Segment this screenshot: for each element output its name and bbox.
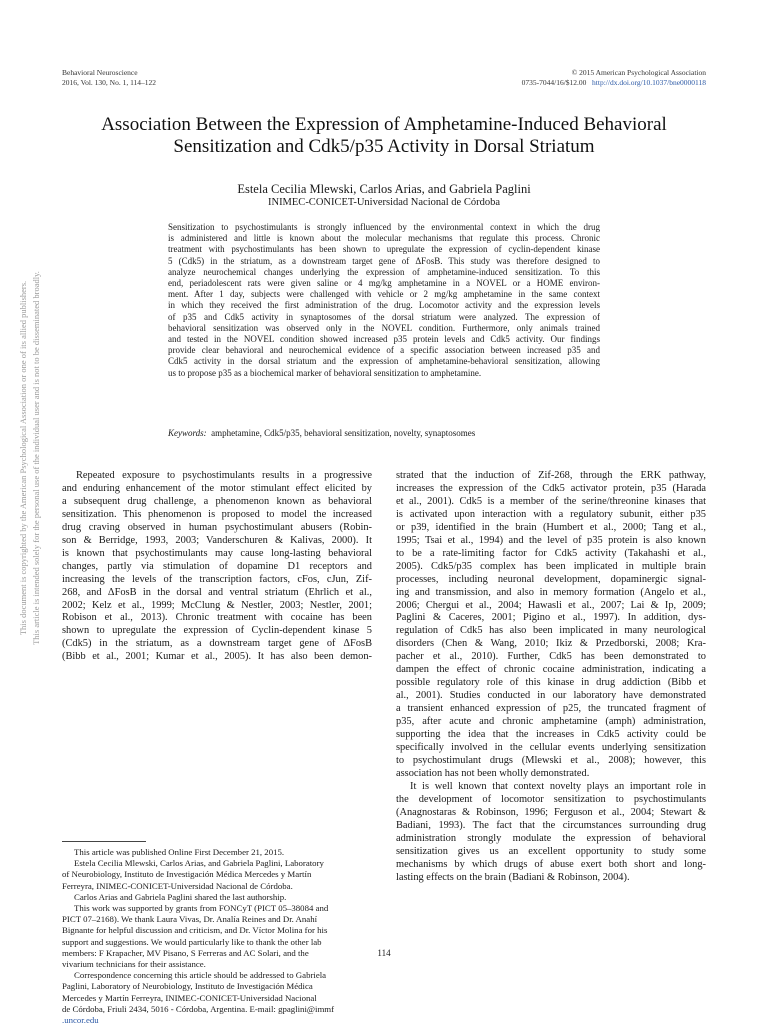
body-line: disorders (Chen & Wang, 2010; Ikiz & Przedborski, 2008; Kra- [396,638,706,650]
footnote-line: of Neurobiology, Instituto de Investigación Médica Mercedes y Martín [62,869,312,880]
body-line: Paglini & Caceres, 2001; Pigino et al., 1997). In addition, dys- [396,612,706,624]
abstract-line: provide clear behavioral and neurochemical evidence of a specific association between increased p35 and [168,345,600,356]
copyright-header [466,68,706,87]
body-line: (Bibb et al., 2001; Kumar et al., 2005). It has also been demon- [62,651,372,663]
body-line: to psychostimulant drugs (Mlewski et al., 2008); however, this [396,754,706,766]
abstract-line: of p35 and Cdk5 activity in synaptosomes of the dorsal striatum were analyzed. The expression of [168,311,600,322]
footnote-line: Correspondence concerning this article should be addressed to Gabriela [74,970,327,981]
abstract-line: 5 (Cdk5) in the striatum, as a downstream target gene of ΔFosB. This study was therefore designed to [168,255,600,266]
footnote-line: This work was supported by grants from FONCyT (PICT 05–38084 and [74,903,329,914]
body-line: al., 2001). Studies conducted in our laboratory have demonstrated [396,690,706,702]
abstract-line: Sensitization to psychostimulants is strongly influenced by the environmental context in which the drug [168,222,600,232]
keywords-label: Keywords: [168,428,207,438]
body-line: changes, partly via stimulation of dopamine D1 receptors and [62,560,372,572]
journal-name: Behavioral Neuroscience [62,68,138,77]
footnote-line: members: F Krapacher, MV Pisano, S Ferreras and AC Solari, and the [62,947,309,958]
body-line: strated that the induction of Zif-268, through the ERK pathway, [396,470,706,481]
footnote-email-continuation[interactable]: .uncor.edu [62,1015,99,1026]
body-line: Robison et al., 2013). Chronic treatment with cocaine has been [62,612,372,624]
title-line-1: Association Between the Expression of Amphetamine-Induced Behavioral [101,114,667,135]
copyright-watermark [17,198,43,718]
body-line: It is well known that context novelty plays an important role in [410,780,706,792]
article-title [40,114,728,158]
footnote-line: Bignante for helpful discussion and criticism, and Dr. Víctor Molina for his [62,925,328,936]
abstract-line: in which they received the first administration of the drug. Locomotor activity and the expression levels [168,300,600,311]
body-line: regulation of Cdk5 has also been implicated in many neurological [396,625,706,637]
footnote-line: support and suggestions. We would particularly like to thank the other lab [62,936,322,947]
body-line: 2005). Cdk5/p35 complex has been implicated in multiple brain [396,560,706,572]
copyright-notice: © 2015 American Psychological Association [571,68,706,77]
abstract [168,222,600,379]
footnote-divider [62,841,146,842]
journal-volume: 2016, Vol. 130, No. 1, 114–122 [62,77,157,87]
abstract-line: analyze neurochemical changes underlying the expression of amphetamine-induced sensitization. To this [168,266,600,277]
body-line: Badiani, 1993). The fact that the circumstances surrounding drug [396,819,706,831]
footnote-line: Mercedes y Martín Ferreyra, INIMEC-CONICET-Universidad Nacional [62,992,317,1003]
body-line: increasing the levels of the transcription factors, cFos, cJun, Zif- [62,573,372,585]
body-line: 268, and ΔFosB in the dorsal and ventral striatum (Ehrlich et al., [62,586,372,598]
issn-doi [466,78,706,88]
body-line: increases the expression of the Cdk5 activator protein, p35 (Harada [396,482,706,494]
body-line: shown to upregulate the expression of Cyclin-dependent kinase 5 [62,625,372,637]
body-line: pacher et al., 2010). Further, Cdk5 has been demonstrated to [396,651,706,663]
footnote-line: vivarium technicians for their assistance. [62,959,206,970]
keywords-text: amphetamine, Cdk5/p35, behavioral sensitization, novelty, synaptosomes [211,428,476,438]
body-line: son & Berridge, 1993, 2003; Vanderschuren & Kalivas, 2000). It [62,534,372,546]
footnotes [62,847,372,1026]
footnote-line: PICT 07–2168). We thank Laura Vivas, Dr. Analía Reines and Dr. Anahí [62,914,318,925]
body-line: Repeated exposure to psychostimulants results in a progressive [76,470,372,481]
title-line-2: Sensitization and Cdk5/p35 Activity in Dorsal Striatum [173,136,595,157]
abstract-line: us to propose p35 as a biochemical marker of behavioral sensitization to amphetamine. [168,367,482,378]
footnote-line: Paglini, Laboratory of Neurobiology, Instituto de Investigación Médica [62,981,313,992]
body-column-left [62,470,372,664]
body-line: 1995; Tsai et al., 1994) and the level of p35 protein is also known [396,534,706,546]
body-line: mechanisms by which drugs of abuse exert both short and long- [396,858,706,870]
watermark-line-2: This article is intended solely for the personal use of the individual user and is not to be disseminated broadly. [31,271,41,645]
body-line: to be a rate-limiting factor for Cdk5 activity (Takahashi et al., [396,547,706,559]
body-line: et al., 2001). Cdk5 is a member of the serine/threonine kinases that [396,495,706,507]
body-line: processes, including neuronal development, dopaminergic signal- [396,573,706,585]
body-line: sensitization gives us an excellent opportunity to study some [396,845,706,857]
body-line: possible regulatory role of this kinase in drug addiction (Bibb et [396,677,706,689]
body-line: or p39, identified in the brain (Humbert et al., 2000; Tang et al., [396,521,706,533]
watermark-line-1: This document is copyrighted by the American Psychological Association or one of its allied publishers. [18,280,28,636]
body-line: lasting effects on the brain (Badiani & Robinson, 2004). [396,871,630,883]
abstract-line: is administered and little is known about the molecular mechanisms that regulate this process. Chronic [168,233,600,244]
body-line: the development of locomotor sensitization to psychostimulants [396,793,706,805]
body-line: supporting the idea that the increases in Cdk5 activity could be [396,729,706,741]
footnote-line: de Córdoba, Friuli 2434, 5016 - Córdoba, Argentina. E-mail: gpaglini@immf [62,1003,335,1014]
footnote-line: Carlos Arias and Gabriela Paglini shared the last authorship. [74,891,287,902]
body-line: ing and transmission, and also in memory formation (Angelo et al., [396,586,706,598]
body-line: drug craving observed in human psychostimulant abusers (Robin- [62,521,372,533]
body-line: (Anagnostaras & Robinson, 1996; Ferguson et al., 2004; Stewart & [396,806,706,818]
author-affiliation: INIMEC-CONICET-Universidad Nacional de Córdoba [267,197,501,208]
abstract-line: end, periadolescent rats were given saline or 4 mg/kg amphetamine in a NOVEL or a HOME environ- [168,278,600,289]
body-line: a subsequent drug challenge, a phenomenon known as behavioral [62,495,372,507]
body-line: (Cdk5) in the striatum, as a downstream target gene of ΔFosB [62,638,372,650]
body-line: 2006; Chergui et al., 2004; Hawasli et al., 2007; Lai & Ip, 2009; [396,599,706,611]
author-list: Estela Cecilia Mlewski, Carlos Arias, and Gabriela Paglini [237,182,531,196]
body-column-right [396,470,706,885]
footnote-line: This article was published Online First December 21, 2015. [74,847,285,857]
body-line: is known that psychostimulants may cause long-lasting behavioral [62,547,372,559]
issn: 0735-7044/16/$12.00 [521,77,587,87]
body-line: association has not been wholly demonstrated. [396,767,590,779]
abstract-line: and tested in the NOVEL condition showed increased p35 protein levels and Cdk5 activity. Our findings [168,334,600,345]
journal-header [62,68,156,87]
body-line: a transient enhanced expression of p25, the truncated fragment of [396,703,706,715]
page-number: 114 [377,948,391,958]
body-line: p35, after acute and chronic amphetamine (amph) administration, [396,716,706,728]
body-line: sensitization. This phenomenon is proposed to model the increased [62,508,372,520]
footnote-line: Ferreyra, INIMEC-CONICET-Universidad Nacional de Córdoba. [62,880,293,891]
abstract-line: ment. After 1 day, subjects were challenged with vehicle or 2 mg/kg amphetamine in the same context [168,289,600,300]
abstract-line: behavioral sensitization was observed only in the NOVEL condition. Furthermore, only animals trained [168,322,600,333]
body-line: and enduring enhancement of the motor stimulant effect elicited by [62,482,372,494]
body-line: administration strongly modulate the expression of behavioral [396,832,706,844]
abstract-line: treatment with psychostimulants has been shown to upregulate the expression of cyclin-dependent kinase [168,244,600,255]
body-line: dampen the effect of chronic cocaine administration, indicating a [396,664,706,676]
body-line: is activated upon interaction with a regulatory subunit, either p35 [396,508,706,520]
body-line: 2002; Kelz et al., 1999; McClung & Nestler, 2003; Nestler, 2001; [62,599,372,611]
body-line: specifically involved in the cellular events underlying sensitization [396,742,706,754]
abstract-line: Cdk5 activity in the dorsal striatum and the expression of amphetamine-behavioral sensitization, allowing [168,356,600,367]
footnote-line: Estela Cecilia Mlewski, Carlos Arias, and Gabriela Paglini, Laboratory [74,858,324,869]
keywords [168,428,600,439]
doi-link[interactable]: http://dx.doi.org/10.1037/bne0000118 [592,77,706,87]
